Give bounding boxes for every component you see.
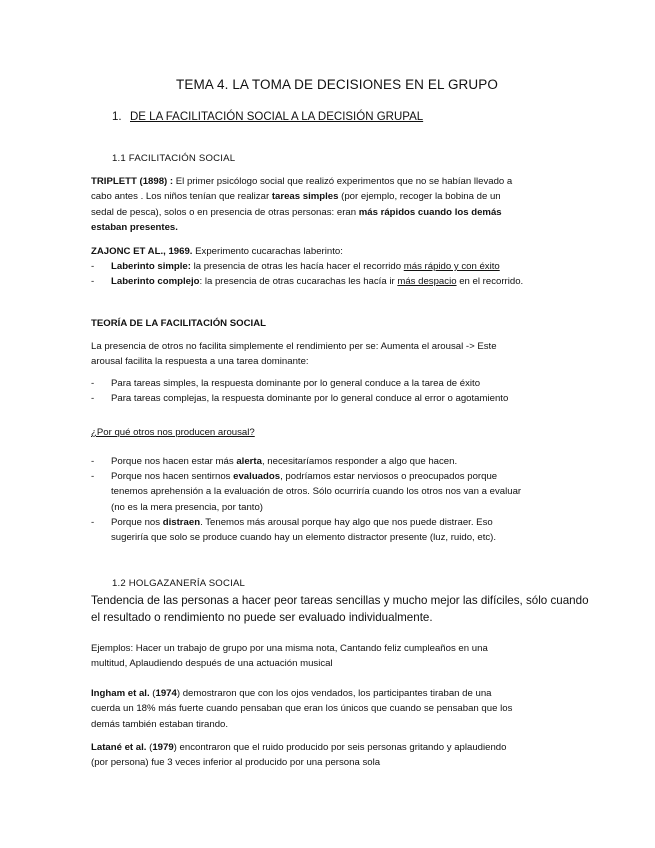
triplett-text-2a: cabo antes . Los niños tenían que realizar bbox=[91, 191, 272, 203]
porque-bullet-distraen bbox=[111, 515, 496, 546]
porque-b1a: Porque nos hacen estar más bbox=[111, 456, 237, 467]
bullet-dash: - bbox=[91, 517, 95, 528]
ingham-text-1: ) demostraron que con los ojos vendados, los participantes tiraban de una bbox=[176, 688, 492, 699]
subsection-1-1-heading: 1.1 FACILITACIÓN SOCIAL bbox=[112, 153, 236, 164]
zajonc-b2-end: en el recorrido. bbox=[456, 276, 524, 287]
triplett-text-2c: (por ejemplo, recoger la bobina de un bbox=[338, 191, 501, 203]
zajonc-bullet-simple bbox=[111, 261, 500, 272]
triplett-bold-tareas: tareas simples bbox=[271, 191, 339, 203]
porque-b1c: , necesitaríamos responder a algo que hacen. bbox=[261, 456, 458, 467]
latane-year: 1979 bbox=[152, 742, 174, 753]
triplett-text-4: estaban presentes. bbox=[91, 222, 178, 234]
ingham-author: Ingham et al. bbox=[91, 688, 150, 699]
triplett-author: TRIPLETT (1898) : bbox=[91, 176, 174, 187]
porque-b2-bold: evaluados bbox=[233, 471, 281, 482]
latane-paragraph bbox=[91, 740, 506, 771]
latane-line-2: (por persona) fue 3 veces inferior al producido por una persona sola bbox=[91, 757, 381, 769]
bullet-dash: - bbox=[91, 471, 95, 482]
triplett-text-3a: sedal de pesca), solos o en presencia de otras personas: eran bbox=[91, 206, 359, 218]
zajonc-b2-text: : la presencia de otras cucarachas les hacía ir bbox=[199, 276, 398, 287]
zajonc-b1-text: la presencia de otras les hacía hacer el recorrido bbox=[190, 261, 404, 272]
bullet-dash: - bbox=[91, 456, 95, 467]
teoria-bullet-2: Para tareas complejas, la respuesta dominante por lo general conduce al error o agotamiento bbox=[111, 393, 509, 404]
ingham-paren-open: ( bbox=[149, 688, 156, 699]
triplett-paragraph bbox=[91, 174, 512, 236]
porque-b3-bold: distraen bbox=[162, 517, 201, 528]
porque-heading: ¿Por qué otros nos producen arousal? bbox=[91, 427, 255, 438]
ejemplos-paragraph bbox=[91, 641, 488, 672]
zajonc-b2-bold: Laberinto complejo bbox=[111, 276, 200, 287]
zajonc-line bbox=[91, 244, 343, 259]
bullet-dash: - bbox=[91, 276, 95, 287]
zajonc-rest: Experimento cucarachas laberinto: bbox=[192, 246, 343, 257]
porque-b3-line-2: sugeriría que solo se produce cuando hay un elemento distractor presente (luz, ruido, etc). bbox=[111, 532, 497, 544]
porque-b2-line-3: (no es la mera presencia, por tanto) bbox=[111, 501, 263, 513]
teoria-line-1: La presencia de otros no facilita simplemente el rendimiento per se: Aumenta el arousal -> Este bbox=[91, 341, 497, 352]
latane-paren-open: ( bbox=[146, 742, 153, 753]
bullet-dash: - bbox=[91, 393, 95, 404]
porque-b3a: Porque nos bbox=[111, 517, 163, 528]
triplett-bold-rapidos: más rápidos cuando los demás bbox=[358, 206, 502, 218]
zajonc-b1-bold: Laberinto simple: bbox=[111, 261, 191, 272]
latane-author: Latané et al. bbox=[91, 742, 147, 753]
ingham-paragraph bbox=[91, 686, 512, 732]
porque-bullet-evaluados bbox=[111, 469, 521, 515]
teoria-heading: TEORÍA DE LA FACILITACIÓN SOCIAL bbox=[91, 318, 266, 329]
bullet-dash: - bbox=[91, 261, 95, 272]
section-1-number: 1. bbox=[112, 111, 122, 123]
ingham-year: 1974 bbox=[155, 688, 177, 699]
page-title: TEMA 4. LA TOMA DE DECISIONES EN EL GRUPO bbox=[176, 77, 498, 92]
triplett-text-1: El primer psicólogo social que realizó experimentos que no se habían llevado a bbox=[173, 176, 513, 187]
zajonc-author: ZAJONC ET AL., 1969. bbox=[91, 246, 193, 257]
holgazaneria-line-1: Tendencia de las personas a hacer peor tareas sencillas y mucho mejor las difíciles, sólo cuando bbox=[91, 594, 589, 607]
section-1-heading: DE LA FACILITACIÓN SOCIAL A LA DECISIÓN GRUPAL bbox=[130, 111, 424, 123]
teoria-bullet-1: Para tareas simples, la respuesta dominante por lo general conduce a la tarea de éxito bbox=[111, 378, 481, 389]
teoria-line-2: arousal facilita la respuesta a una tarea dominante: bbox=[91, 356, 309, 368]
bullet-dash: - bbox=[91, 378, 95, 389]
porque-bullet-alerta bbox=[111, 456, 457, 467]
holgazaneria-paragraph bbox=[91, 592, 589, 626]
porque-b2-line-2: tenemos aprehensión a la evaluación de otros. Sólo ocurriría cuando los otros nos van a evaluar bbox=[111, 486, 522, 498]
latane-text-1: ) encontraron que el ruido producido por seis personas gritando y aplaudiendo bbox=[173, 742, 507, 753]
subsection-1-2-heading: 1.2 HOLGAZANERÍA SOCIAL bbox=[112, 578, 246, 589]
teoria-paragraph bbox=[91, 339, 497, 370]
ejemplos-line-2: multitud, Aplaudiendo después de una actuación musical bbox=[91, 658, 333, 670]
porque-b3c: . Tenemos más arousal porque hay algo que nos puede distraer. Eso bbox=[200, 517, 493, 528]
porque-b1-bold: alerta bbox=[236, 456, 262, 467]
porque-b2c: , podríamos estar nerviosos o preocupados porque bbox=[280, 471, 498, 482]
ingham-line-3: demás también estaban tirando. bbox=[91, 718, 229, 730]
ingham-line-2: cuerda un 18% más fuerte cuando pensaban que eran los únicos que cuando se pensaban que los bbox=[91, 703, 513, 715]
ejemplos-line-1: Ejemplos: Hacer un trabajo de grupo por una misma nota, Cantando feliz cumpleaños en una bbox=[91, 643, 488, 654]
holgazaneria-line-2: el resultado o rendimiento no puede ser evaluado individualmente. bbox=[91, 611, 433, 624]
zajonc-b1-underlined: más rápido y con éxito bbox=[403, 261, 500, 272]
porque-b2a: Porque nos hacen sentirnos bbox=[111, 471, 234, 482]
zajonc-b2-underlined: más despacio bbox=[397, 276, 457, 287]
zajonc-bullet-complejo bbox=[111, 276, 523, 287]
